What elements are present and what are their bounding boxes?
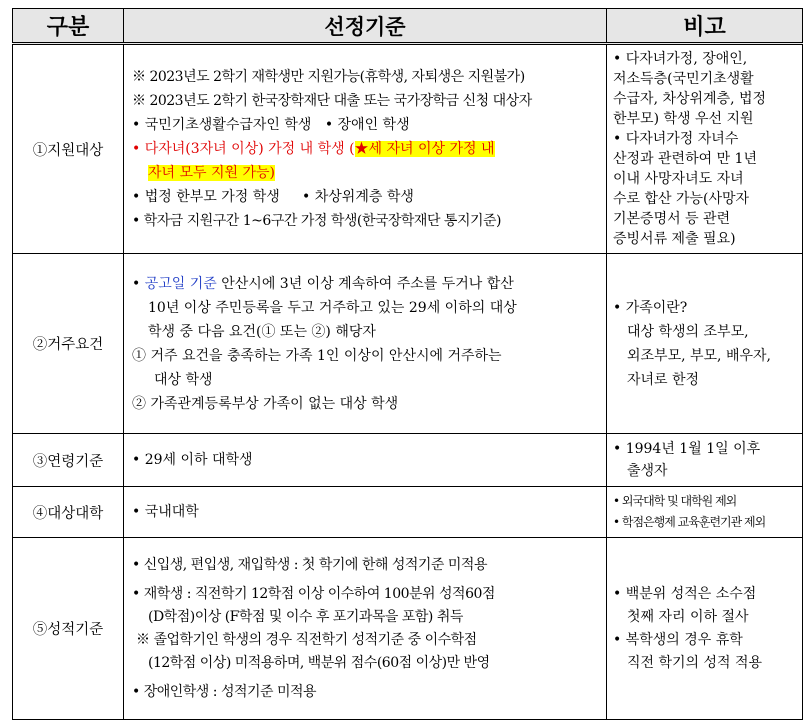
remark-line: • 가족이란?	[613, 299, 688, 316]
criteria-line: • 신입생, 편입생, 재입학생 : 첫 학기에 한해 성적기준 미적용	[132, 556, 487, 573]
criteria-line: 학생 중 다음 요건(① 또는 ②) 해당자	[148, 323, 376, 340]
remark-line: 직전 학기의 성적 적용	[627, 654, 763, 671]
criteria-line: ※ 2023년도 2학기 재학생만 지원가능(휴학생, 자퇴생은 지원불가)	[132, 69, 525, 85]
header-category: 구분	[13, 9, 124, 44]
criteria-line: • 29세 이하 대학생	[132, 452, 253, 468]
remark-line: • 다자녀가정 자녀수	[613, 131, 739, 147]
remark-line: • 백분위 성적은 소수점	[613, 585, 757, 602]
criteria-item: • 법정 한부모 가정 학생	[132, 189, 280, 205]
category-cell: ④대상대학	[13, 487, 124, 538]
criteria-cell	[124, 434, 607, 487]
header-criteria: 선정기준	[124, 9, 607, 44]
criteria-cell	[124, 538, 607, 720]
remark-line: • 복학생의 경우 휴학	[613, 631, 743, 648]
remark-line: 저소득층(국민기초생활	[613, 71, 754, 87]
remarks-cell	[607, 434, 803, 487]
criteria-line	[132, 113, 600, 137]
remark-line: 외조부모, 부모, 배우자,	[627, 347, 771, 364]
highlighted-note: 자녀 모두 지원 가능)	[148, 165, 276, 181]
criteria-cell	[124, 487, 607, 538]
remarks-cell	[607, 538, 803, 720]
criteria-line	[132, 185, 600, 209]
criteria-cell	[124, 254, 607, 434]
remarks-cell	[607, 254, 803, 434]
category-cell: ①지원대상	[13, 44, 124, 254]
remark-line: 한부모) 학생 우선 지원	[613, 111, 754, 127]
criteria-line: • 학자금 지원구간 1~6구간 가정 학생(한국장학재단 통지기준)	[132, 213, 501, 229]
remarks-cell	[607, 44, 803, 254]
remark-line: 출생자	[627, 463, 668, 479]
remark-line: 산정과 관련하여 만 1년	[613, 151, 757, 167]
remark-line: • 다자녀가정, 장애인,	[613, 51, 748, 67]
category-cell: ③연령기준	[13, 434, 124, 487]
criteria-line	[132, 137, 600, 161]
highlighted-note: ★세 자녀 이상 가정 내	[354, 141, 495, 157]
table-row	[13, 434, 803, 487]
remark-line: • 외국대학 및 대학원 제외	[613, 494, 737, 508]
remark-line: 자녀로 한정	[627, 371, 700, 388]
criteria-line	[132, 272, 600, 296]
criteria-line: ② 가족관계등록부상 가족이 없는 대상 학생	[132, 395, 399, 412]
criteria-item: •	[132, 275, 145, 292]
remark-line: • 학점은행제 교육훈련기관 제외	[613, 515, 766, 529]
criteria-cell	[124, 44, 607, 254]
remark-line: 기본증명서 등 관련	[613, 211, 731, 227]
category-cell: ⑤성적기준	[13, 538, 124, 720]
criteria-item: • 다자녀(3자녀 이상) 가정 내 학생 (	[132, 141, 355, 157]
criteria-line	[132, 161, 600, 185]
table-row	[13, 538, 803, 720]
remark-line: 첫째 자리 이하 절사	[627, 608, 749, 625]
remark-line: 수로 합산 가능(사망자	[613, 191, 750, 207]
remark-line: 수급자, 차상위계층, 법정	[613, 91, 767, 107]
remarks-cell	[607, 487, 803, 538]
remark-line: 이내 사망자녀도 자녀	[613, 171, 744, 187]
header-remarks: 비고	[607, 9, 803, 44]
criteria-line: • 재학생 : 직전학기 12학점 이상 이수하여 100분위 성적60점	[132, 585, 495, 602]
criteria-table	[12, 8, 803, 720]
criteria-line: • 장애인학생 : 성적기준 미적용	[132, 683, 317, 700]
highlighted-date-rule: 공고일 기준	[144, 275, 217, 292]
criteria-line: 대상 학생	[154, 371, 213, 388]
table-row	[13, 254, 803, 434]
criteria-line: (D학점)이상 (F학점 및 이수 후 포기과목을 포함) 취득	[148, 608, 463, 625]
criteria-line: ※ 졸업학기인 학생의 경우 직전학기 성적기준 중 이수학점	[136, 631, 477, 648]
criteria-item: • 국민기초생활수급자인 학생	[132, 117, 312, 133]
criteria-line: ※ 2023년도 2학기 한국장학재단 대출 또는 국가장학금 신청 대상자	[132, 93, 532, 109]
remark-line: 증빙서류 제출 필요)	[613, 231, 736, 247]
criteria-item: • 차상위계층 학생	[302, 189, 414, 205]
table-header-row	[13, 9, 803, 44]
criteria-line: ① 거주 요건을 충족하는 가족 1인 이상이 안산시에 거주하는	[132, 347, 502, 364]
criteria-line: (12학점 이상) 미적용하며, 백분위 점수(60점 이상)만 반영	[148, 654, 490, 671]
criteria-line: • 국내대학	[132, 504, 199, 520]
table-row	[13, 487, 803, 538]
criteria-item: • 장애인 학생	[324, 117, 410, 133]
criteria-item: 안산시에 3년 이상 계속하여 주소를 두거나 합산	[216, 275, 514, 292]
category-cell: ②거주요건	[13, 254, 124, 434]
table-row	[13, 44, 803, 254]
remark-line: 대상 학생의 조부모,	[627, 323, 749, 340]
remark-line: • 1994년 1월 1일 이후	[613, 441, 761, 457]
criteria-line: 10년 이상 주민등록을 두고 거주하고 있는 29세 이하의 대상	[148, 299, 517, 316]
